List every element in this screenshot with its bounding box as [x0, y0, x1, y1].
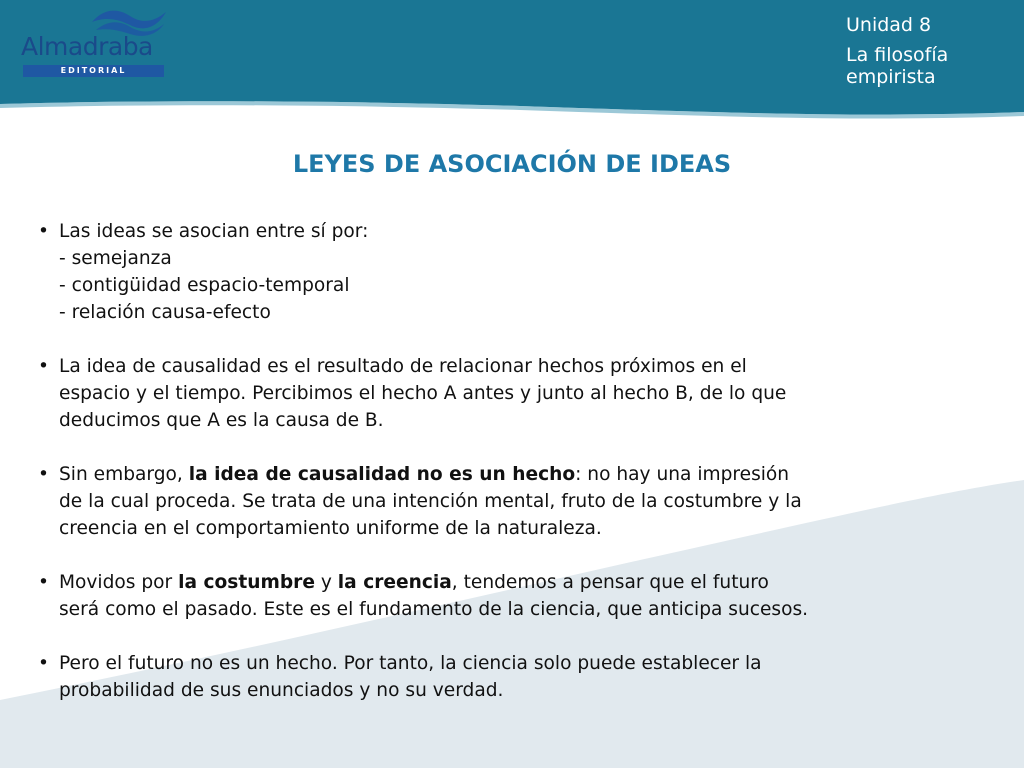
- text-line: deducimos que A es la causa de B.: [59, 410, 384, 431]
- bullet-item-2: [38, 353, 998, 434]
- slide-title: LEYES DE ASOCIACIÓN DE IDEAS: [292, 150, 732, 178]
- text-line: - contigüidad espacio-temporal: [59, 275, 350, 296]
- text-line: de la cual proceda. Se trata de una intención mental, fruto de la costumbre y la: [59, 491, 802, 512]
- text-line: - relación causa-efecto: [59, 302, 271, 323]
- text-line: [59, 461, 998, 488]
- text-line: - semejanza: [59, 248, 172, 269]
- bullet-item-4: [38, 569, 998, 623]
- text-run: y: [314, 572, 338, 593]
- text-line: Pero el futuro no es un hecho. Por tanto, la ciencia solo puede establecer la: [59, 653, 762, 674]
- text-run: , tendemos a pensar que el futuro: [451, 572, 769, 593]
- bullet-item-5: [38, 650, 998, 704]
- bullet-marker: •: [38, 221, 49, 242]
- bullet-item-3: [38, 461, 998, 542]
- bullet-marker: •: [38, 572, 49, 593]
- text-line: creencia en el comportamiento uniforme de la naturaleza.: [59, 518, 602, 539]
- bullet-list: [38, 218, 998, 731]
- almadraba-logo: [18, 6, 168, 78]
- logo-subtitle: EDITORIAL: [23, 65, 164, 77]
- unit-label: Unidad 8: [846, 14, 932, 36]
- bold-text: la idea de causalidad no es un hecho: [188, 464, 576, 485]
- text-run: : no hay una impresión: [575, 464, 790, 485]
- text-line: [59, 569, 998, 596]
- text-line: espacio y el tiempo. Percibimos el hecho A antes y junto al hecho B, de lo que: [59, 383, 787, 404]
- text-run: Movidos por: [59, 572, 179, 593]
- bullet-item-1: [38, 218, 998, 326]
- text-line: La idea de causalidad es el resultado de relacionar hechos próximos en el: [59, 356, 747, 377]
- text-run: Sin embargo,: [59, 464, 189, 485]
- unit-info: [846, 14, 1016, 88]
- bold-text: la creencia: [337, 572, 452, 593]
- bullet-marker: •: [38, 356, 49, 377]
- text-line: Las ideas se asocian entre sí por:: [59, 221, 369, 242]
- topic-line-2: empirista: [846, 66, 936, 88]
- topic-line-1: La filosofía: [846, 44, 949, 66]
- text-line: probabilidad de sus enunciados y no su verdad.: [59, 680, 504, 701]
- bullet-marker: •: [38, 464, 49, 485]
- bullet-marker: •: [38, 653, 49, 674]
- logo-name: Almadraba: [21, 32, 153, 61]
- bold-text: la costumbre: [178, 572, 315, 593]
- text-line: será como el pasado. Este es el fundamento de la ciencia, que anticipa sucesos.: [59, 599, 809, 620]
